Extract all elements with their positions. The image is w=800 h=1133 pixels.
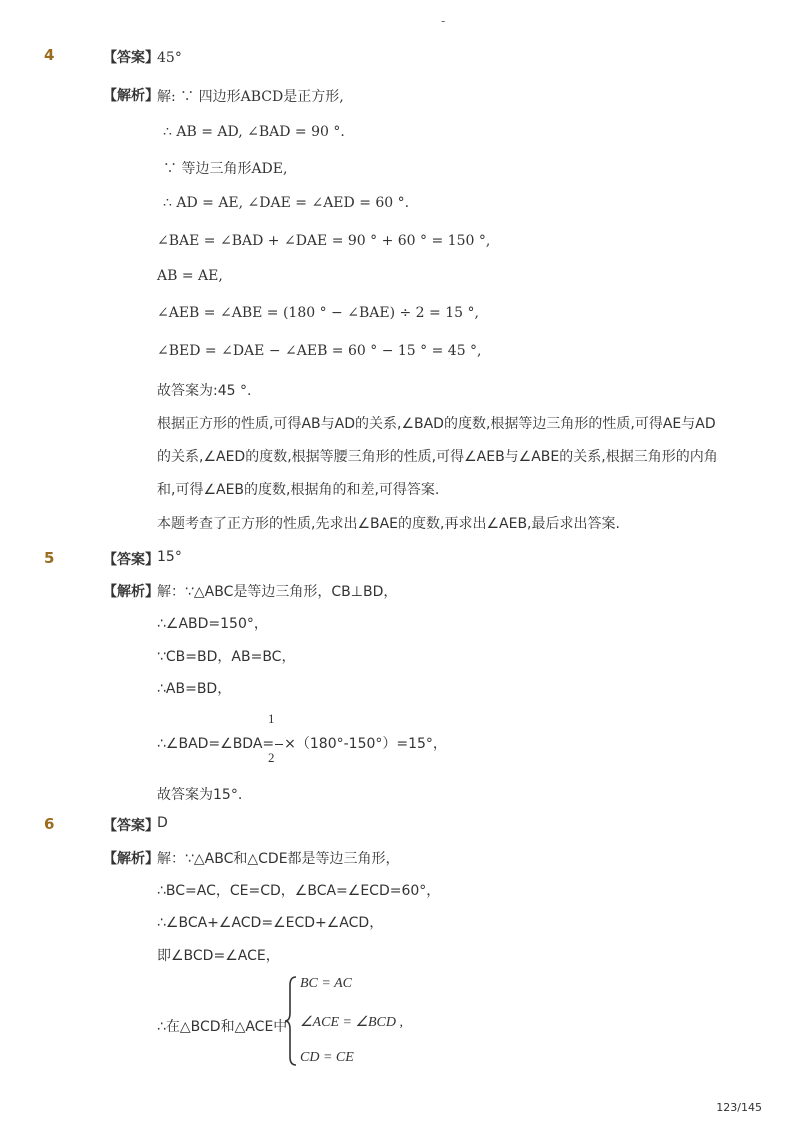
analysis-summary: 本题考查了正方形的性质,先求出∠BAE的度数,再求出∠AEB,最后求出答案. xyxy=(157,516,620,532)
page-number: 123/145 xyxy=(716,1101,762,1114)
equation-prefix: ∴∠BAD=∠BDA= xyxy=(157,736,275,752)
analysis-line: 解: ∵ 四边形ABCD是正方形, xyxy=(157,89,344,105)
answer-value: 45° xyxy=(157,50,182,66)
analysis-line: 解：∵△ABC是等边三角形，CB⊥BD， xyxy=(157,584,398,600)
answer-value: 15° xyxy=(157,549,182,565)
analysis-conclusion: 故答案为:45 °. xyxy=(157,383,252,399)
analysis-line: ∴ AD = AE, ∠DAE = ∠AED = 60 °. xyxy=(163,195,410,211)
answer-tag: 【答案】 xyxy=(103,50,159,66)
analysis-tag: 【解析】 xyxy=(103,851,159,867)
system-equation: CD = CE xyxy=(300,1050,354,1065)
analysis-line: ∴AB=BD， xyxy=(157,681,232,697)
analysis-tag: 【解析】 xyxy=(103,584,159,600)
fraction-bar xyxy=(275,744,283,745)
analysis-line: ∠AEB = ∠ABE = (180 ° − ∠BAE) ÷ 2 = 15 °, xyxy=(157,305,479,321)
fraction-numerator: 1 xyxy=(268,711,275,726)
question-number: 5 xyxy=(44,549,55,567)
equation-suffix: ×（180°-150°）=15°， xyxy=(284,736,447,752)
analysis-line: 解：∵△ABC和△CDE都是等边三角形， xyxy=(157,851,400,867)
left-brace xyxy=(284,975,298,1067)
fraction-denominator: 2 xyxy=(268,750,275,765)
system-equation: BC = AC xyxy=(300,976,352,991)
analysis-line: ∴∠BCA+∠ACD=∠ECD+∠ACD， xyxy=(157,915,384,931)
question-number: 6 xyxy=(44,815,55,833)
analysis-line: ∵CB=BD，AB=BC， xyxy=(157,649,296,665)
analysis-line: AB = AE, xyxy=(157,268,223,284)
system-equation: ∠ACE = ∠BCD , xyxy=(300,1015,403,1030)
analysis-line: ∴BC=AC，CE=CD，∠BCA=∠ECD=60°， xyxy=(157,883,441,899)
question-number: 4 xyxy=(44,46,55,64)
header-mark: - xyxy=(441,14,446,28)
analysis-line: ∠BED = ∠DAE − ∠AEB = 60 ° − 15 ° = 45 °, xyxy=(157,343,482,359)
analysis-line: ∴ AB = AD, ∠BAD = 90 °. xyxy=(163,124,345,140)
analysis-line: ∴∠ABD=150°， xyxy=(157,616,268,632)
analysis-explanation: 根据正方形的性质,可得AB与AD的关系,∠BAD的度数,根据等边三角形的性质,可得AE与AD的关系,∠AED的度数,根据等腰三角形的性质,可得∠AEB与∠ABE的关系,根据三角形的内角和,可得∠AEB的度数,根据角的和差,可得答案. xyxy=(157,416,718,498)
system-intro: ∴在△BCD和△ACE中 xyxy=(157,1019,288,1035)
analysis-conclusion: 故答案为15°. xyxy=(157,787,243,803)
analysis-tag: 【解析】 xyxy=(103,88,159,104)
analysis-line: ∵ 等边三角形ADE, xyxy=(163,161,288,177)
answer-value: D xyxy=(157,815,168,831)
answer-tag: 【答案】 xyxy=(103,818,159,834)
analysis-line: 即∠BCD=∠ACE， xyxy=(157,948,280,964)
answer-tag: 【答案】 xyxy=(103,552,159,568)
analysis-line: ∠BAE = ∠BAD + ∠DAE = 90 ° + 60 ° = 150 °, xyxy=(157,233,491,249)
fraction-equation xyxy=(157,733,447,753)
